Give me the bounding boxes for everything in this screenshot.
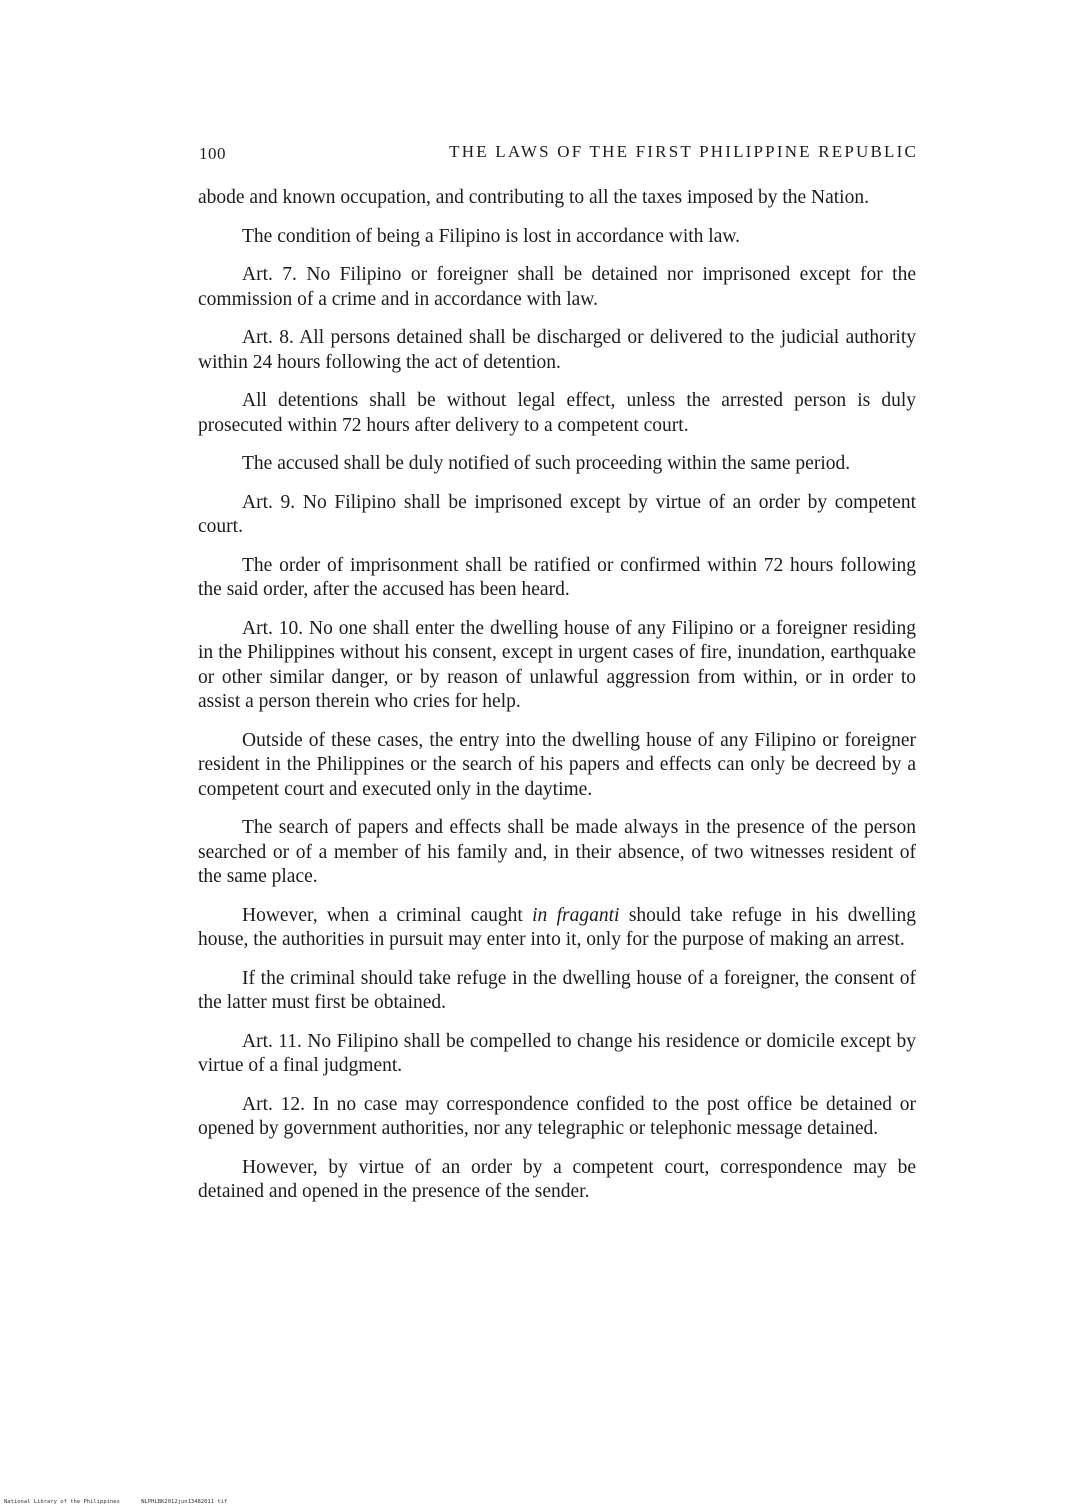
paragraph: The order of imprisonment shall be ratified or confirmed within 72 hours following the said order, after the accused has been heard. bbox=[198, 554, 916, 600]
paragraph: The condition of being a Filipino is lost in accordance with law. bbox=[242, 225, 741, 247]
paragraph: The accused shall be duly notified of such proceeding within the same period. bbox=[242, 453, 851, 474]
library-credit: National Library of the Philippines bbox=[4, 1499, 120, 1505]
file-identifier: NLPHLBK2012jun13482011 tif bbox=[141, 1499, 228, 1505]
paragraph-in-fraganti bbox=[198, 904, 916, 953]
text-segment: However, when a criminal caught bbox=[242, 904, 533, 926]
scan-footer bbox=[4, 1499, 227, 1505]
article-12: Art. 12. In no case may correspondence confided to the post office be detained or opened by government authorities, nor any telegraphic or telephonic message detained. bbox=[198, 1093, 916, 1139]
paragraph: Outside of these cases, the entry into the dwelling house of any Filipino or foreigner resident in the Philippines or the search of his papers and effects can only be decreed by a competent court and executed only in the daytime. bbox=[198, 729, 916, 800]
text-segment: should take refuge in his dwelling house, the authorities in pursuit may enter into it, only for the purpose of making an arrest. bbox=[198, 904, 916, 950]
article-8: Art. 8. All persons detained shall be discharged or delivered to the judicial authority within 24 hours following the act of detention. bbox=[198, 327, 916, 373]
paragraph: If the criminal should take refuge in the dwelling house of a foreigner, the consent of the latter must first be obtained. bbox=[198, 967, 916, 1013]
page-number: 100 bbox=[199, 144, 226, 163]
paragraph: All detentions shall be without legal effect, unless the arrested person is duly prosecuted within 72 hours after delivery to a competent court. bbox=[198, 390, 916, 436]
italic-phrase: in fraganti bbox=[532, 904, 620, 926]
paragraph: However, by virtue of an order by a competent court, correspondence may be detained and opened in the presence of the sender. bbox=[198, 1156, 916, 1202]
article-9: Art. 9. No Filipino shall be imprisoned except by virtue of an order by competent court. bbox=[198, 491, 916, 537]
running-title: THE LAWS OF THE FIRST PHILIPPINE REPUBLIC bbox=[449, 142, 918, 161]
article-10: Art. 10. No one shall enter the dwelling house of any Filipino or a foreigner residing in the Philippines without his consent, except in urgent cases of fire, inundation, earthquake or other similar danger, or by reason of unlawful aggression from within, or in order to assist a person therein who cries for help. bbox=[198, 617, 916, 712]
article-7: Art. 7. No Filipino or foreigner shall be detained nor imprisoned except for the commission of a crime and in accordance with law. bbox=[198, 264, 916, 310]
article-11: Art. 11. No Filipino shall be compelled to change his residence or domicile except by virtue of a final judgment. bbox=[198, 1030, 916, 1076]
document-body bbox=[198, 186, 916, 1219]
paragraph: abode and known occupation, and contributing to all the taxes imposed by the Nation. bbox=[198, 187, 869, 208]
paragraph: The search of papers and effects shall be made always in the presence of the person searched or of a member of his family and, in their absence, of two witnesses resident of the same place. bbox=[198, 817, 916, 887]
